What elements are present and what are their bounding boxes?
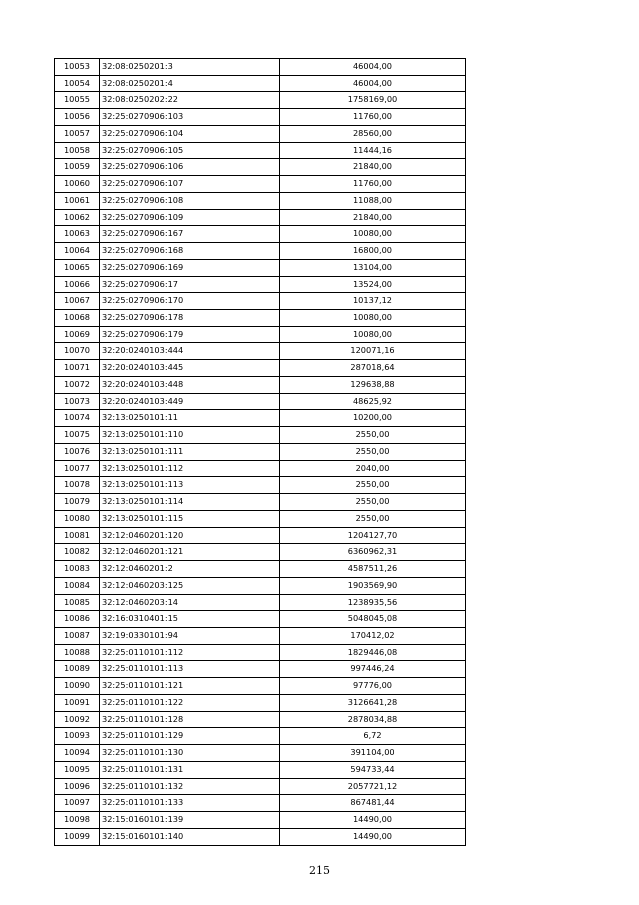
table-row (55, 109, 466, 126)
table-row (55, 259, 466, 276)
value-cell: 2550,00 (280, 494, 466, 511)
table-row (55, 795, 466, 812)
value-cell: 46004,00 (280, 59, 466, 76)
value-cell: 14490,00 (280, 828, 466, 845)
table-row (55, 209, 466, 226)
table-row (55, 544, 466, 561)
row-number-cell: 10055 (55, 92, 100, 109)
row-number-cell: 10097 (55, 795, 100, 812)
value-cell: 6,72 (280, 728, 466, 745)
row-number-cell: 10077 (55, 460, 100, 477)
value-cell: 11760,00 (280, 176, 466, 193)
row-number-cell: 10095 (55, 761, 100, 778)
row-number-cell: 10076 (55, 443, 100, 460)
table-row (55, 343, 466, 360)
table-row (55, 812, 466, 829)
cadastral-number-cell: 32:25:0110101:113 (100, 661, 280, 678)
cadastral-number-cell: 32:25:0110101:129 (100, 728, 280, 745)
table-row (55, 477, 466, 494)
cadastral-number-cell: 32:25:0270906:167 (100, 226, 280, 243)
cadastral-number-cell: 32:08:0250201:3 (100, 59, 280, 76)
table-row (55, 761, 466, 778)
cadastral-number-cell: 32:12:0460201:2 (100, 561, 280, 578)
table-row (55, 393, 466, 410)
row-number-cell: 10089 (55, 661, 100, 678)
value-cell: 4587511,26 (280, 561, 466, 578)
row-number-cell: 10081 (55, 527, 100, 544)
row-number-cell: 10072 (55, 376, 100, 393)
row-number-cell: 10093 (55, 728, 100, 745)
row-number-cell: 10060 (55, 176, 100, 193)
row-number-cell: 10053 (55, 59, 100, 76)
value-cell: 11760,00 (280, 109, 466, 126)
value-cell: 391104,00 (280, 745, 466, 762)
value-cell: 10080,00 (280, 310, 466, 327)
table-row (55, 142, 466, 159)
cadastral-number-cell: 32:16:0310401:15 (100, 611, 280, 628)
row-number-cell: 10068 (55, 310, 100, 327)
cadastral-number-cell: 32:08:0250201:4 (100, 75, 280, 92)
value-cell: 1758169,00 (280, 92, 466, 109)
cadastral-number-cell: 32:25:0270906:168 (100, 243, 280, 260)
cadastral-number-cell: 32:20:0240103:448 (100, 376, 280, 393)
cadastral-number-cell: 32:25:0270906:108 (100, 192, 280, 209)
value-cell: 28560,00 (280, 125, 466, 142)
table-row (55, 376, 466, 393)
table-row (55, 494, 466, 511)
cadastral-number-cell: 32:15:0160101:140 (100, 828, 280, 845)
table-row (55, 326, 466, 343)
cadastral-number-cell: 32:13:0250101:112 (100, 460, 280, 477)
table-row (55, 561, 466, 578)
value-cell: 2550,00 (280, 510, 466, 527)
value-cell: 6360962,31 (280, 544, 466, 561)
table-row (55, 678, 466, 695)
row-number-cell: 10069 (55, 326, 100, 343)
value-cell: 21840,00 (280, 209, 466, 226)
cadastral-number-cell: 32:12:0460203:14 (100, 594, 280, 611)
table-row (55, 75, 466, 92)
value-cell: 1903569,90 (280, 577, 466, 594)
value-cell: 16800,00 (280, 243, 466, 260)
page-number: 215 (309, 864, 330, 877)
table-row (55, 92, 466, 109)
row-number-cell: 10079 (55, 494, 100, 511)
row-number-cell: 10073 (55, 393, 100, 410)
row-number-cell: 10084 (55, 577, 100, 594)
row-number-cell: 10087 (55, 627, 100, 644)
row-number-cell: 10062 (55, 209, 100, 226)
row-number-cell: 10090 (55, 678, 100, 695)
cadastral-number-cell: 32:25:0110101:130 (100, 745, 280, 762)
row-number-cell: 10059 (55, 159, 100, 176)
value-cell: 170412,02 (280, 627, 466, 644)
cadastral-number-cell: 32:25:0110101:121 (100, 678, 280, 695)
value-cell: 10080,00 (280, 226, 466, 243)
table-row (55, 611, 466, 628)
value-cell: 14490,00 (280, 812, 466, 829)
cadastral-number-cell: 32:19:0330101:94 (100, 627, 280, 644)
cadastral-number-cell: 32:25:0110101:112 (100, 644, 280, 661)
cadastral-number-cell: 32:13:0250101:115 (100, 510, 280, 527)
row-number-cell: 10086 (55, 611, 100, 628)
cadastral-number-cell: 32:25:0110101:122 (100, 694, 280, 711)
cadastral-number-cell: 32:13:0250101:114 (100, 494, 280, 511)
cadastral-number-cell: 32:25:0110101:131 (100, 761, 280, 778)
row-number-cell: 10094 (55, 745, 100, 762)
cadastral-number-cell: 32:25:0270906:109 (100, 209, 280, 226)
row-number-cell: 10098 (55, 812, 100, 829)
cadastral-number-cell: 32:12:0460201:121 (100, 544, 280, 561)
value-cell: 287018,64 (280, 360, 466, 377)
table-row (55, 644, 466, 661)
table-row (55, 59, 466, 76)
value-cell: 129638,88 (280, 376, 466, 393)
row-number-cell: 10099 (55, 828, 100, 845)
cadastral-number-cell: 32:12:0460201:120 (100, 527, 280, 544)
row-number-cell: 10056 (55, 109, 100, 126)
cadastral-number-cell: 32:25:0110101:132 (100, 778, 280, 795)
cadastral-number-cell: 32:13:0250101:113 (100, 477, 280, 494)
table-row (55, 594, 466, 611)
cadastral-number-cell: 32:13:0250101:111 (100, 443, 280, 460)
table-row (55, 125, 466, 142)
table-row (55, 427, 466, 444)
value-cell: 11088,00 (280, 192, 466, 209)
value-cell: 10080,00 (280, 326, 466, 343)
value-cell: 1204127,70 (280, 527, 466, 544)
value-cell: 10200,00 (280, 410, 466, 427)
cadastral-number-cell: 32:25:0110101:128 (100, 711, 280, 728)
table-row (55, 176, 466, 193)
row-number-cell: 10088 (55, 644, 100, 661)
value-cell: 21840,00 (280, 159, 466, 176)
value-cell: 13104,00 (280, 259, 466, 276)
data-table-container (54, 58, 466, 846)
row-number-cell: 10085 (55, 594, 100, 611)
table-row (55, 460, 466, 477)
value-cell: 5048045,08 (280, 611, 466, 628)
cadastral-number-cell: 32:13:0250101:11 (100, 410, 280, 427)
table-row (55, 828, 466, 845)
cadastral-number-cell: 32:25:0110101:133 (100, 795, 280, 812)
cadastral-number-cell: 32:08:0250202:22 (100, 92, 280, 109)
cadastral-number-cell: 32:15:0160101:139 (100, 812, 280, 829)
value-cell: 13524,00 (280, 276, 466, 293)
table-row (55, 360, 466, 377)
cadastral-number-cell: 32:25:0270906:17 (100, 276, 280, 293)
table-row (55, 711, 466, 728)
row-number-cell: 10071 (55, 360, 100, 377)
cadastral-number-cell: 32:25:0270906:107 (100, 176, 280, 193)
table-row (55, 410, 466, 427)
cadastral-number-cell: 32:25:0270906:105 (100, 142, 280, 159)
row-number-cell: 10096 (55, 778, 100, 795)
value-cell: 46004,00 (280, 75, 466, 92)
value-cell: 2878034,88 (280, 711, 466, 728)
cadastral-number-cell: 32:20:0240103:445 (100, 360, 280, 377)
value-cell: 10137,12 (280, 293, 466, 310)
cadastral-number-cell: 32:20:0240103:449 (100, 393, 280, 410)
cadastral-number-cell: 32:25:0270906:103 (100, 109, 280, 126)
table-row (55, 577, 466, 594)
value-cell: 48625,92 (280, 393, 466, 410)
cadastral-number-cell: 32:25:0270906:170 (100, 293, 280, 310)
row-number-cell: 10067 (55, 293, 100, 310)
table-row (55, 745, 466, 762)
row-number-cell: 10057 (55, 125, 100, 142)
cadastral-number-cell: 32:25:0270906:178 (100, 310, 280, 327)
table-row (55, 694, 466, 711)
cadastral-number-cell: 32:13:0250101:110 (100, 427, 280, 444)
value-cell: 867481,44 (280, 795, 466, 812)
row-number-cell: 10066 (55, 276, 100, 293)
value-cell: 1238935,56 (280, 594, 466, 611)
table-row (55, 510, 466, 527)
row-number-cell: 10091 (55, 694, 100, 711)
table-row (55, 276, 466, 293)
value-cell: 120071,16 (280, 343, 466, 360)
table-row (55, 310, 466, 327)
value-cell: 2550,00 (280, 477, 466, 494)
row-number-cell: 10064 (55, 243, 100, 260)
row-number-cell: 10092 (55, 711, 100, 728)
row-number-cell: 10061 (55, 192, 100, 209)
cadastral-number-cell: 32:25:0270906:106 (100, 159, 280, 176)
row-number-cell: 10078 (55, 477, 100, 494)
row-number-cell: 10082 (55, 544, 100, 561)
value-cell: 3126641,28 (280, 694, 466, 711)
table-row (55, 778, 466, 795)
cadastral-number-cell: 32:20:0240103:444 (100, 343, 280, 360)
table-row (55, 159, 466, 176)
row-number-cell: 10058 (55, 142, 100, 159)
table-row (55, 627, 466, 644)
value-cell: 1829446,08 (280, 644, 466, 661)
table-row (55, 728, 466, 745)
cadastral-value-table (54, 58, 466, 846)
row-number-cell: 10054 (55, 75, 100, 92)
cadastral-number-cell: 32:25:0270906:104 (100, 125, 280, 142)
value-cell: 2550,00 (280, 443, 466, 460)
row-number-cell: 10074 (55, 410, 100, 427)
row-number-cell: 10070 (55, 343, 100, 360)
table-body (55, 59, 466, 846)
value-cell: 594733,44 (280, 761, 466, 778)
table-row (55, 527, 466, 544)
value-cell: 997446,24 (280, 661, 466, 678)
value-cell: 11444,16 (280, 142, 466, 159)
table-row (55, 293, 466, 310)
cadastral-number-cell: 32:25:0270906:169 (100, 259, 280, 276)
value-cell: 97776,00 (280, 678, 466, 695)
value-cell: 2040,00 (280, 460, 466, 477)
table-row (55, 226, 466, 243)
row-number-cell: 10063 (55, 226, 100, 243)
row-number-cell: 10083 (55, 561, 100, 578)
row-number-cell: 10080 (55, 510, 100, 527)
table-row (55, 443, 466, 460)
row-number-cell: 10065 (55, 259, 100, 276)
table-row (55, 661, 466, 678)
cadastral-number-cell: 32:25:0270906:179 (100, 326, 280, 343)
row-number-cell: 10075 (55, 427, 100, 444)
cadastral-number-cell: 32:12:0460203:125 (100, 577, 280, 594)
table-row (55, 192, 466, 209)
value-cell: 2057721,12 (280, 778, 466, 795)
value-cell: 2550,00 (280, 427, 466, 444)
table-row (55, 243, 466, 260)
